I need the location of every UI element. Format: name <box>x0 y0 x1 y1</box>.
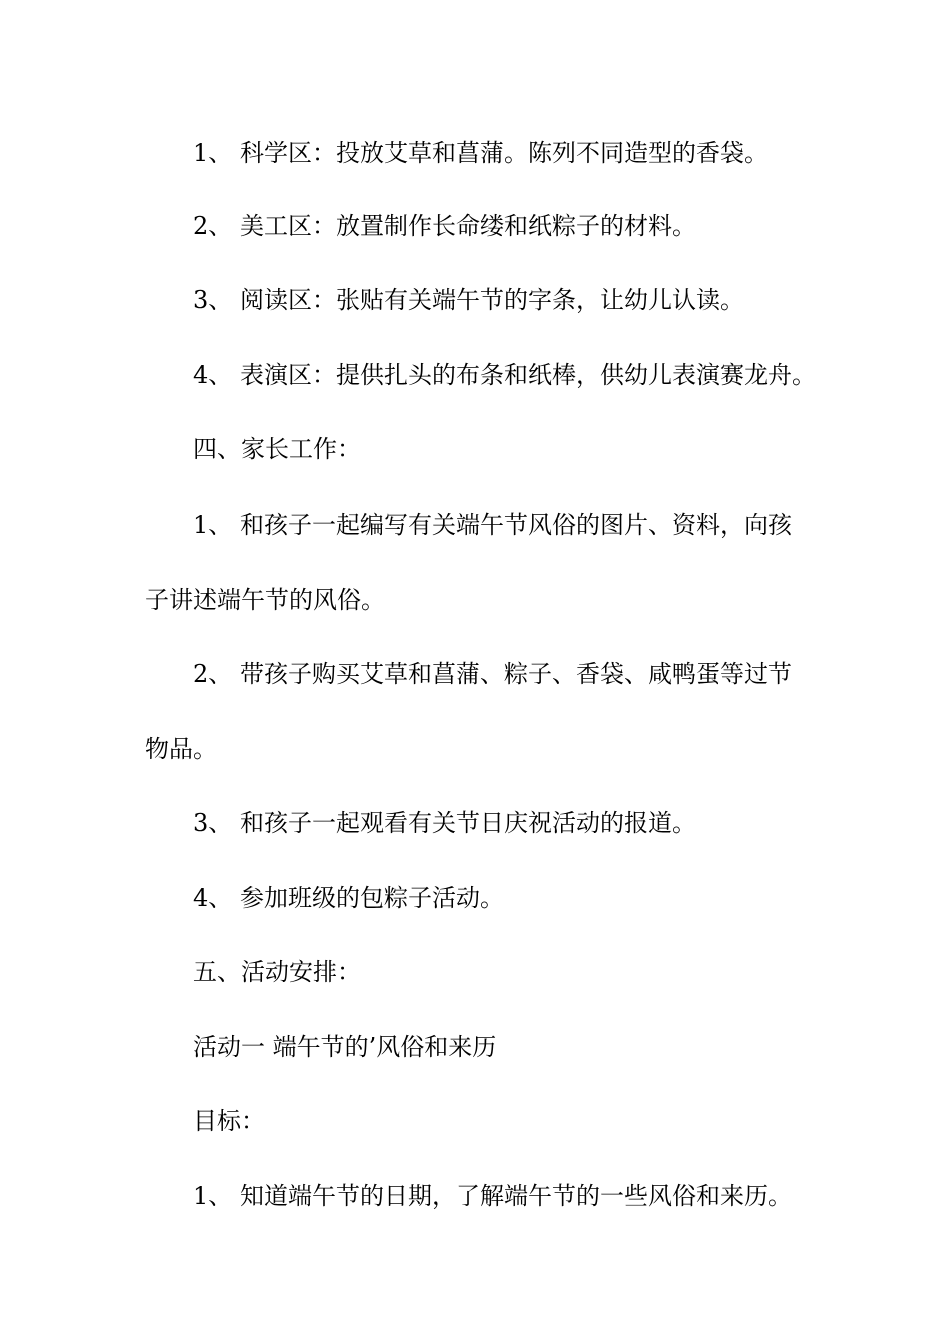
paragraph-text: 阅读区：张贴有关端午节的字条，让幼儿认读。 <box>240 286 744 314</box>
item-number: 3、 <box>193 286 233 314</box>
paragraph-parent-item-1 <box>193 510 863 540</box>
section-heading-activity-plan <box>193 957 863 987</box>
activity-title <box>193 1032 863 1062</box>
item-number: 3、 <box>193 809 233 837</box>
item-number: 2、 <box>193 660 233 688</box>
paragraph-science-area <box>193 138 863 168</box>
paragraph-text: 知道端午节的日期，了解端午节的一些风俗和来历。 <box>240 1182 792 1210</box>
item-number: 4、 <box>193 884 233 912</box>
paragraph-performance-area <box>193 360 863 390</box>
paragraph-text: 子讲述端午节的风俗。 <box>145 586 385 614</box>
heading-text: 目标： <box>193 1107 265 1135</box>
heading-text: 五、活动安排： <box>193 958 361 986</box>
item-number: 4、 <box>193 361 233 389</box>
paragraph-art-area <box>193 211 863 241</box>
paragraph-parent-item-3 <box>193 808 863 838</box>
item-number: 2、 <box>193 212 233 240</box>
paragraph-goal-1 <box>193 1181 863 1211</box>
paragraph-text: 美工区：放置制作长命缕和纸粽子的材料。 <box>240 212 696 240</box>
paragraph-text: 参加班级的包粽子活动。 <box>240 884 504 912</box>
paragraph-text: 表演区：提供扎头的布条和纸棒，供幼儿表演赛龙舟。 <box>240 361 816 389</box>
paragraph-text: 和孩子一起编写有关端午节风俗的图片、资料，向孩 <box>240 511 792 539</box>
heading-text: 四、家长工作： <box>193 435 361 463</box>
paragraph-text: 物品。 <box>145 735 217 763</box>
item-number: 1、 <box>193 139 233 167</box>
section-heading-parent-work <box>193 434 863 464</box>
paragraph-parent-item-4 <box>193 883 863 913</box>
paragraph-text: 带孩子购买艾草和菖蒲、粽子、香袋、咸鸭蛋等过节 <box>240 660 792 688</box>
paragraph-text: 和孩子一起观看有关节日庆祝活动的报道。 <box>240 809 696 837</box>
paragraph-continuation <box>145 734 815 764</box>
paragraph-reading-area <box>193 285 863 315</box>
goals-heading <box>193 1106 863 1136</box>
item-number: 1、 <box>193 1182 233 1210</box>
paragraph-continuation <box>145 585 815 615</box>
paragraph-text: 科学区：投放艾草和菖蒲。陈列不同造型的香袋。 <box>240 139 768 167</box>
heading-text: 活动一 端午节的’风俗和来历 <box>193 1033 497 1061</box>
paragraph-parent-item-2 <box>193 659 863 689</box>
item-number: 1、 <box>193 511 233 539</box>
